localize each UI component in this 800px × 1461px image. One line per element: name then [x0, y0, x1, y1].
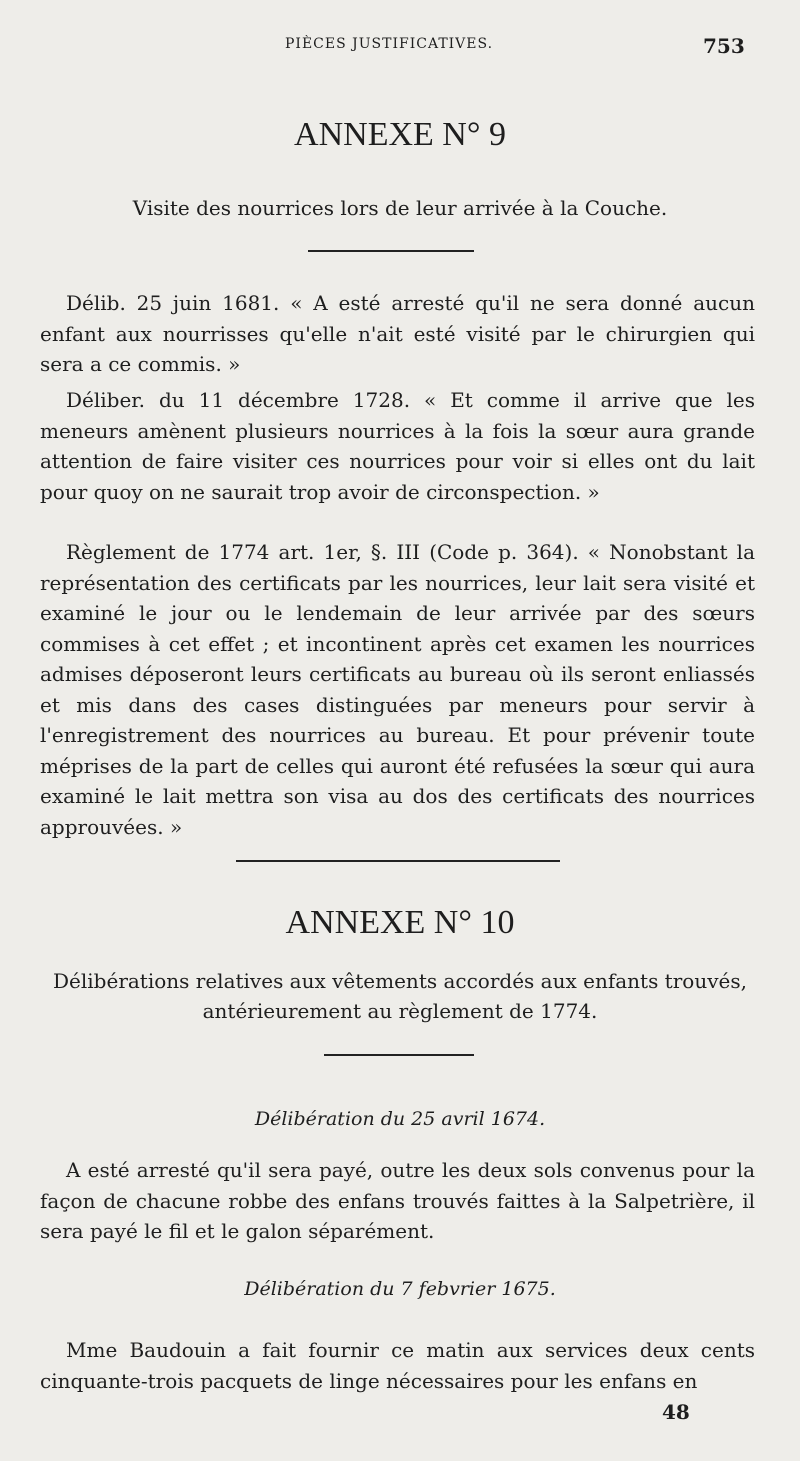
paragraph-delib-1728: Déliber. du 11 décembre 1728. « Et comme il arrive que les meneurs amènent plusieurs nourrices à la fois la sœur aura grande attention de faire visiter ces nourrices pour voir si elles ont du lait pour quoy on ne saurait trop avoir de circonspection. »: [40, 388, 755, 504]
running-head: [0, 36, 800, 66]
paragraph-delib-1681: Délib. 25 juin 1681. « A esté arresté qu'il ne sera donné aucun enfant aux nourrisses qu'elle n'ait esté visité par le chirurgien qui sera a ce commis. »: [40, 291, 755, 376]
paragraph-reglement-1774: Règlement de 1774 art. 1er, §. III (Code p. 364). « Nonobstant la représentation des certificats par les nourrices, leur lait sera visité et examiné le jour ou le lendemain de leur arrivée par des sœurs commises à cet effet ; et incontinent après cet examen les nourrices admises déposeront leurs certificats au bureau où ils seront enliassés et mis dans des cases distinguées par meneurs pour servir à l'enregistrement des nourrices au bureau. Et pour prévenir toute méprises de la part de celles qui auront été refusées la sœur qui aura examiné le lait mettra son visa au dos des certificats des nourrices approuvées. »: [40, 540, 755, 839]
signature-mark: 48: [662, 1400, 690, 1424]
paragraph-1675: Mme Baudouin a fait fournir ce matin aux services deux cents cinquante-trois pacquets de linge nécessaires pour les enfans en: [40, 1338, 755, 1393]
long-divider: [236, 860, 560, 862]
annexe-9-title: ANNEXE N° 9: [294, 116, 506, 153]
paragraph-1674: A esté arresté qu'il sera payé, outre les deux sols convenus pour la façon de chacune robbe des enfans trouvés faittes à la Salpetrière, il sera payé le fil et le galon séparément.: [40, 1158, 755, 1243]
section-heading-1674: Délibération du 25 avril 1674.: [254, 1108, 546, 1130]
short-divider: [308, 250, 474, 252]
page-number: 753: [703, 34, 745, 58]
annexe-9-subtitle: Visite des nourrices lors de leur arrivée à la Couche.: [132, 196, 668, 220]
annexe-10-subtitle: Délibérations relatives aux vêtements accordés aux enfants trouvés, antérieurement au règlement de 1774.: [53, 969, 747, 1023]
short-divider: [324, 1054, 474, 1056]
section-heading-1675: Délibération du 7 febvrier 1675.: [244, 1278, 556, 1300]
running-title: PIÈCES JUSTIFICATIVES.: [285, 36, 494, 52]
annexe-10-title: ANNEXE N° 10: [285, 904, 515, 941]
